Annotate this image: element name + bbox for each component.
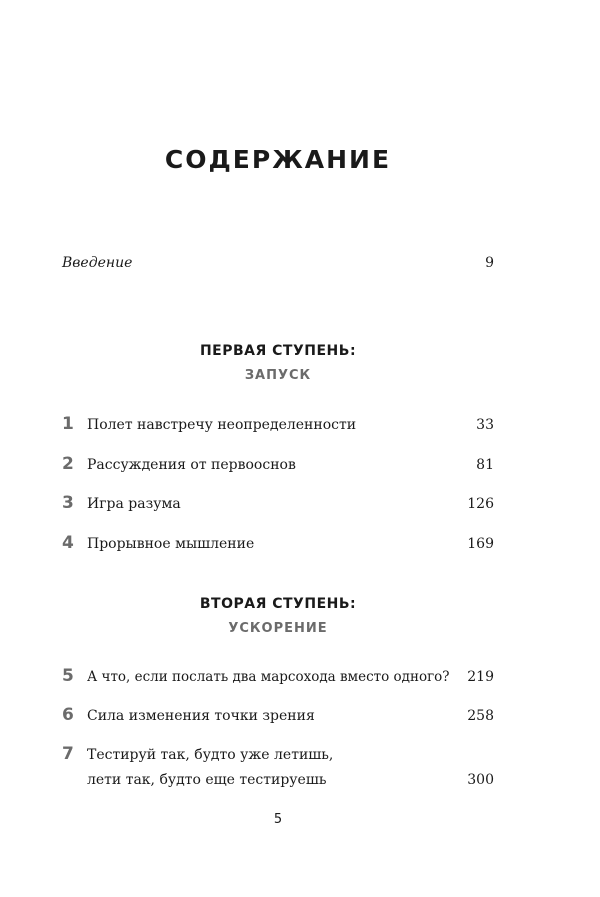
toc-page-number: 33	[476, 417, 494, 433]
chapter-number: 6	[62, 705, 74, 725]
toc-entry-title: Введение	[62, 255, 133, 271]
part-2-subtitle: УСКОРЕНИЕ	[228, 621, 328, 636]
toc-page-number: 9	[485, 255, 494, 271]
chapter-title-line-2: лети так, будто еще тестируешь	[87, 772, 327, 788]
part-2-title: ВТОРАЯ СТУПЕНЬ:	[199, 596, 357, 612]
chapter-number: 4	[62, 533, 74, 553]
part-1-subtitle: ЗАПУСК	[244, 368, 312, 383]
chapter-title: Игра разума	[87, 496, 181, 512]
chapter-number: 5	[62, 666, 74, 686]
page-number-footer: 5	[273, 812, 283, 827]
part-1-title: ПЕРВАЯ СТУПЕНЬ:	[199, 343, 357, 359]
chapter-title-line-1: Тестируй так, будто уже летишь,	[87, 747, 334, 763]
chapter-number: 7	[62, 744, 74, 764]
toc-page-number: 126	[467, 496, 494, 512]
chapter-title: Рассуждения от первооснов	[87, 457, 296, 473]
chapter-number: 3	[62, 493, 74, 513]
chapter-number: 1	[62, 414, 74, 434]
toc-page-number: 81	[476, 457, 494, 473]
chapter-title: А что, если послать два марсохода вместо одного?	[87, 669, 450, 685]
chapter-title: Прорывное мышление	[87, 536, 255, 552]
toc-page-number: 169	[467, 536, 494, 552]
toc-page-number: 300	[467, 772, 494, 788]
chapter-title: Полет навстречу неопределенности	[87, 417, 357, 433]
chapter-number: 2	[62, 454, 74, 474]
toc-entry-introduction[interactable]	[62, 255, 494, 271]
page-title: СОДЕРЖАНИЕ	[164, 145, 392, 174]
toc-page-number: 219	[467, 669, 494, 685]
chapter-title: Сила изменения точки зрения	[87, 708, 315, 724]
toc-page-number: 258	[467, 708, 494, 724]
